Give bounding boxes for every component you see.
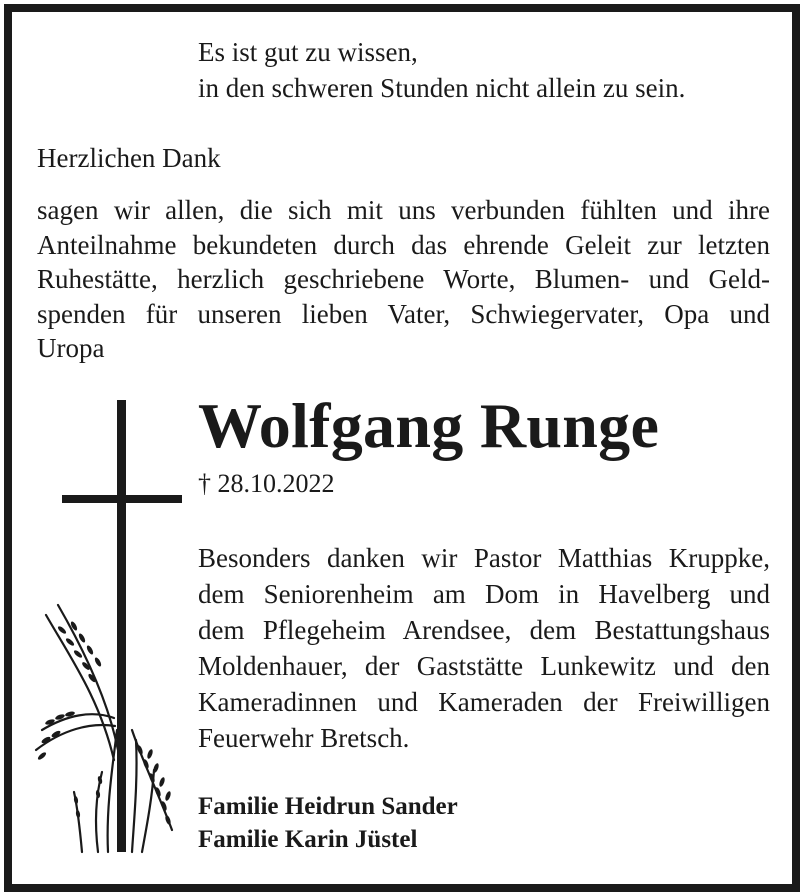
motto-line: in den schweren Stunden nicht allein zu sein.	[198, 73, 686, 103]
thanks-heading: Herzlichen Dank	[37, 143, 221, 173]
cross-icon	[22, 400, 182, 884]
thanks-line: spenden für unseren lieben Vater, Schwiegervater, Opa und	[37, 298, 770, 329]
wheat-icon	[36, 605, 172, 852]
signatures	[198, 790, 458, 856]
special-thanks-line: dem Pflegeheim Arendsee, dem Bestattungshaus	[198, 615, 770, 645]
signature-family: Familie Karin Jüstel	[198, 826, 418, 853]
special-thanks	[198, 540, 770, 756]
thanks-line: Anteilnahme bekundeten durch das ehrende Geleit zur letzten	[37, 229, 770, 260]
thanks-body	[37, 193, 770, 366]
motto-line: Es ist gut zu wissen,	[198, 37, 418, 67]
notice-content	[12, 12, 792, 884]
deceased-name: Wolfgang Runge	[198, 390, 660, 461]
special-thanks-line: Moldenhauer, der Gaststätte Lunkewitz und den	[198, 651, 770, 681]
special-thanks-line: Besonders danken wir Pastor Matthias Kruppke,	[198, 543, 770, 573]
thanks-line: Ruhestätte, herzlich geschriebene Worte, Blumen- und Geld-	[37, 264, 770, 294]
motto	[198, 34, 685, 106]
special-thanks-line: Kameradinnen und Kameraden der Freiwilligen	[198, 687, 770, 717]
thanks-line: sagen wir allen, die sich mit uns verbunden fühlten und ihre	[37, 195, 770, 225]
special-thanks-line: Feuerwehr Bretsch.	[198, 723, 410, 753]
signature-family: Familie Heidrun Sander	[198, 793, 458, 820]
thanks-line: Uropa	[37, 333, 105, 363]
special-thanks-line: dem Seniorenheim am Dom in Havelberg und	[198, 579, 770, 609]
death-date: † 28.10.2022	[198, 469, 335, 498]
notice-frame	[4, 4, 800, 892]
